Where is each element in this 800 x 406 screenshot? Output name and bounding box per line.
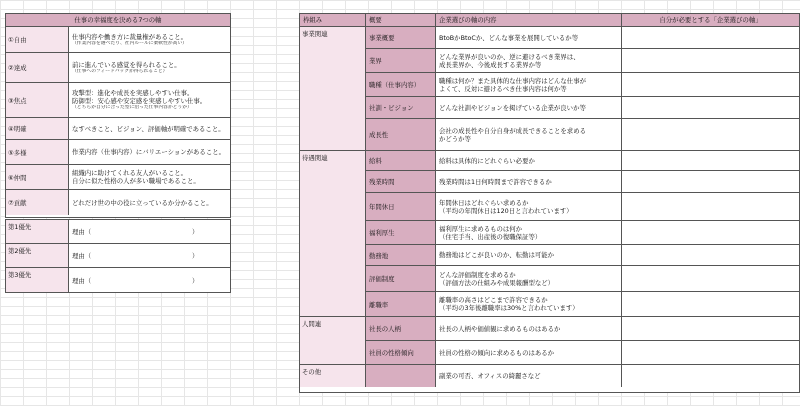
- axis-text-line: 組織内に助けてくれる友人がいること。: [72, 169, 188, 177]
- group-rows: [366, 317, 799, 364]
- my-criteria-cell[interactable]: [622, 245, 799, 265]
- my-criteria-cell[interactable]: [622, 73, 799, 96]
- my-criteria-cell[interactable]: [622, 221, 799, 244]
- my-criteria-cell[interactable]: [622, 119, 799, 150]
- axis-label: ⑥仲間: [6, 165, 69, 189]
- reason-open: 理由（: [72, 228, 92, 236]
- criteria-text-line: 職種は何か？また具体的な仕事内容はどんな仕事が: [439, 76, 586, 85]
- criteria-content: [436, 27, 622, 48]
- criteria-text-line: かどうか等: [439, 134, 471, 143]
- axis-row: [6, 83, 230, 118]
- axis-text-line: 攻撃型：進化や成長を実感しやすい仕事。: [72, 89, 194, 97]
- my-criteria-cell[interactable]: [622, 317, 799, 340]
- criteria-text-line: どんな社訓やビジョンを掲げている企業が良いか等: [439, 103, 586, 112]
- axis-row: [6, 27, 230, 53]
- criteria-row: [366, 193, 799, 221]
- criteria-text-line: （住宅手当、出産後の復職保証等）: [439, 232, 542, 241]
- axis-text-line: 前に進んでいる感覚を得られること。: [72, 60, 181, 69]
- criteria-text-line: （評価方法の仕組みや成果報酬型など）: [439, 278, 555, 287]
- group-2: [300, 151, 799, 317]
- group-3: [300, 317, 799, 365]
- criteria-content: [436, 193, 622, 220]
- my-criteria-cell[interactable]: [622, 171, 799, 192]
- criteria-content: [436, 341, 622, 364]
- criteria-content: [436, 171, 622, 192]
- my-criteria-cell[interactable]: [622, 341, 799, 364]
- axis-row: [6, 190, 230, 215]
- company-criteria-table: [299, 13, 800, 393]
- axis-text-line: 仕事内容や働き方に裁量権があること。: [72, 32, 188, 41]
- criteria-content: [436, 73, 622, 96]
- criteria-row: [366, 49, 799, 73]
- axis-description: [69, 118, 230, 139]
- criteria-content: [436, 49, 622, 72]
- criteria-text-line: （平均の年間休日は120日と言われています）: [439, 206, 573, 215]
- criteria-name: 社員の性格傾向: [366, 341, 436, 364]
- criteria-name: 社訓・ビジョン: [366, 97, 436, 118]
- criteria-content: [436, 151, 622, 170]
- criteria-text-line: 福利厚生に求めるものは何か: [439, 224, 523, 233]
- axis-description: [69, 140, 230, 164]
- criteria-name: 残業時間: [366, 171, 436, 192]
- criteria-row: [366, 221, 799, 245]
- criteria-name: 成長性: [366, 119, 436, 150]
- criteria-name: 給料: [366, 151, 436, 170]
- axis-text-line: どれだけ世の中の役に立っているか分かること。: [72, 198, 213, 207]
- table-header: [300, 14, 799, 27]
- priority-label: 第2優先: [6, 244, 69, 267]
- axis-text-line: 作業内容（仕事内容）にバリエーションがあること。: [72, 148, 225, 156]
- criteria-name: 勤務地: [366, 245, 436, 265]
- my-criteria-cell[interactable]: [622, 193, 799, 220]
- header-overview: 概要: [366, 14, 436, 26]
- axis-label: ⑤多様: [6, 140, 69, 164]
- group-4: [300, 365, 799, 387]
- axis-row: [6, 140, 230, 165]
- criteria-text-line: 残業時間は1日何時間まで許容できるか: [439, 177, 552, 186]
- axis-note: （仕事へのフィードバックが得られること）: [72, 68, 168, 74]
- criteria-text-line: 勤務地はどこが良いのか、転勤は可能か: [439, 251, 555, 259]
- axis-row: [6, 53, 230, 83]
- my-criteria-cell[interactable]: [622, 292, 799, 316]
- my-criteria-cell[interactable]: [622, 266, 799, 291]
- group-label: 事業関連: [300, 27, 366, 150]
- axis-label: ①自由: [6, 27, 69, 52]
- axis-description: [69, 83, 230, 117]
- group-label: 待遇関連: [300, 151, 366, 316]
- axis-label: ④明確: [6, 118, 69, 139]
- axis-description: [69, 53, 230, 82]
- axis-description: [69, 165, 230, 189]
- axis-note: （どちらか自分に合った型に沿った仕事内容かどうか）: [72, 105, 192, 110]
- criteria-row: [366, 119, 799, 150]
- criteria-name: 業界: [366, 49, 436, 72]
- criteria-row: [366, 292, 799, 316]
- my-criteria-cell[interactable]: [622, 365, 799, 387]
- criteria-name: 評価制度: [366, 266, 436, 291]
- priority-reason-field[interactable]: [69, 268, 230, 292]
- axis-label: ③焦点: [6, 83, 69, 117]
- criteria-content: [436, 245, 622, 265]
- axis-note: （作業内容を選べたり、社内ルールに柔軟性が高い）: [72, 40, 188, 46]
- group-rows: [366, 151, 799, 316]
- axis-label: ⑦貢献: [6, 190, 69, 215]
- priority-row: [6, 220, 230, 244]
- criteria-text-line: BtoBかBtoCか、どんな事業を展開しているか等: [439, 33, 579, 42]
- criteria-text-line: 離職率の高さはどこまで許容できるか: [439, 296, 548, 304]
- criteria-text-line: 給料は具体的にどれぐらい必要か: [439, 156, 535, 165]
- criteria-row: [366, 151, 799, 171]
- criteria-text-line: 社長の人柄や価値観に求めるものはあるか: [439, 324, 561, 333]
- reason-close: ）: [192, 252, 199, 260]
- priority-label: 第3優先: [6, 268, 69, 292]
- axis-description: [69, 27, 230, 52]
- priority-row: [6, 244, 230, 268]
- criteria-text-line: よくて、反対に避けるべき仕事内容は何か等: [439, 84, 567, 93]
- group-rows: [366, 365, 799, 387]
- criteria-text-line: 成長業界か、今後成長する業界か等: [439, 60, 542, 69]
- axes-panel-title: 仕事の幸福度を決める7つの軸: [6, 14, 230, 27]
- criteria-row: [366, 171, 799, 193]
- priorities-panel: [5, 219, 231, 293]
- criteria-name: 離職率: [366, 292, 436, 316]
- criteria-row: [366, 27, 799, 49]
- criteria-row: [366, 317, 799, 341]
- my-criteria-cell[interactable]: [622, 97, 799, 118]
- criteria-content: [436, 221, 622, 244]
- reason-close: ）: [192, 228, 199, 236]
- axis-row: [6, 165, 230, 190]
- priority-row: [6, 268, 230, 292]
- priority-reason-field[interactable]: [69, 220, 230, 243]
- my-criteria-cell[interactable]: [622, 49, 799, 72]
- group-label: 人間連: [300, 317, 366, 364]
- axis-text-line: なすべきこと、ビジョン、評価軸が明確であること。: [72, 124, 225, 133]
- priority-reason-field[interactable]: [69, 244, 230, 267]
- group-1: [300, 27, 799, 151]
- axis-description: [69, 190, 230, 215]
- table-body: [300, 27, 799, 387]
- criteria-name: [366, 365, 436, 387]
- criteria-row: [366, 73, 799, 97]
- header-criteria-content: 企業選びの軸の内容: [436, 14, 622, 26]
- axis-text-line: 防御型：安心感や安定感を実感しやすい仕事。: [72, 97, 207, 105]
- axis-label: ②達成: [6, 53, 69, 82]
- criteria-name: 福利厚生: [366, 221, 436, 244]
- axes-list: [6, 27, 230, 215]
- criteria-row: [366, 266, 799, 292]
- my-criteria-cell[interactable]: [622, 151, 799, 170]
- reason-close: ）: [192, 276, 199, 285]
- happiness-axes-panel: [5, 13, 231, 218]
- criteria-content: [436, 365, 622, 387]
- criteria-text-line: 年間休日はどれぐらい求めるか: [439, 198, 529, 207]
- criteria-row: [366, 245, 799, 266]
- criteria-text-line: どんな評価制度を求めるか: [439, 270, 516, 279]
- criteria-content: [436, 97, 622, 118]
- axis-text-line: 自分に似た性格の人が多い職場であること。: [72, 177, 200, 185]
- criteria-content: [436, 119, 622, 150]
- reason-open: 理由（: [72, 252, 92, 260]
- criteria-text-line: 副業の可否、オフィスの綺麗さなど: [439, 372, 541, 380]
- criteria-text-line: 社員の性格の傾向に求めるものはあるか: [439, 348, 555, 357]
- criteria-name: 事業概要: [366, 27, 436, 48]
- my-criteria-cell[interactable]: [622, 27, 799, 48]
- header-my-criteria: 自分が必要とする「企業選びの軸」: [659, 16, 762, 24]
- criteria-content: [436, 266, 622, 291]
- criteria-name: 職種（仕事内容）: [366, 73, 436, 96]
- criteria-row: [366, 97, 799, 119]
- group-label: その他: [300, 365, 366, 387]
- criteria-content: [436, 317, 622, 340]
- criteria-text-line: どんな業界が良いのか、逆に避けるべき業界は、: [439, 52, 580, 61]
- criteria-content: [436, 292, 622, 316]
- header-framework: 枠組み: [300, 14, 366, 26]
- criteria-row: [366, 365, 799, 387]
- axis-row: [6, 118, 230, 140]
- priorities-list: [6, 220, 230, 292]
- criteria-row: [366, 341, 799, 364]
- group-rows: [366, 27, 799, 150]
- criteria-name: 年間休日: [366, 193, 436, 220]
- criteria-text-line: （平均の3年後離職率は30%と言われています）: [439, 304, 579, 312]
- criteria-text-line: 会社の成長性や自分自身が成長できることを求める: [439, 126, 586, 135]
- criteria-name: 社長の人柄: [366, 317, 436, 340]
- reason-open: 理由（: [72, 276, 92, 285]
- priority-label: 第1優先: [6, 220, 69, 243]
